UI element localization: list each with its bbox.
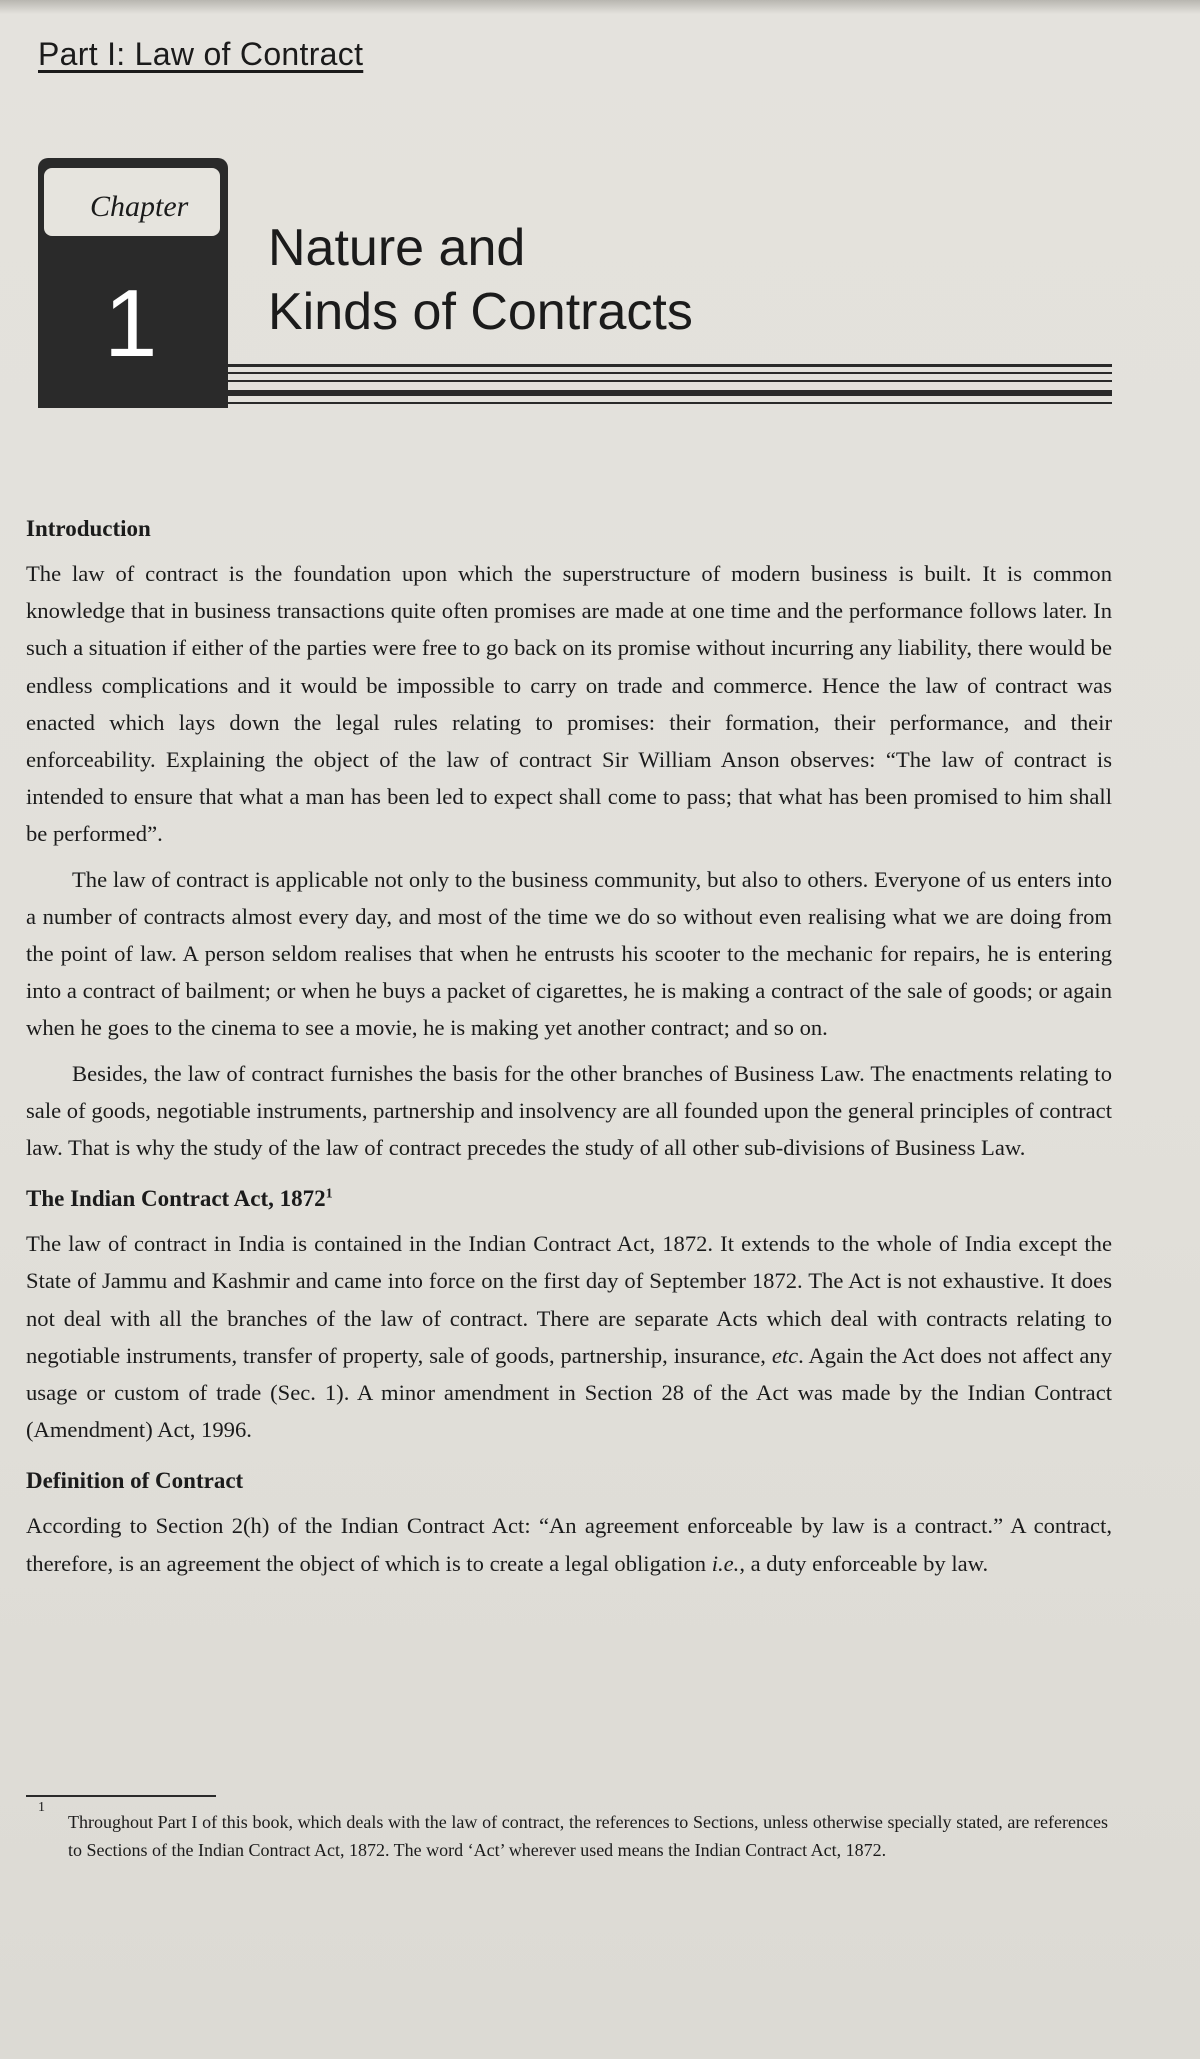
chapter-label: Chapter: [90, 190, 189, 223]
footnote-text: Throughout Part I of this book, which deals with the law of contract, the references to Sections, unless otherwise specially stated, are references to Sections of the Indian Contract Act, 1872. The word ‘Act’ wherever used means the Indian Contract Act, 1872.: [68, 1812, 1108, 1860]
chapter-rules: [228, 364, 1112, 408]
act-paragraph: [26, 1225, 1112, 1448]
definition-text-1: According to Section 2(h) of the Indian Contract Act: “An agreement enforceable by law is a contract.” A contract, therefore, is an agreement the object of which is to create a legal obligation: [26, 1513, 1112, 1576]
definition-paragraph: [26, 1507, 1112, 1581]
chapter-badge: [38, 158, 228, 408]
chapter-number: 1: [104, 270, 158, 377]
definition-text-2: , a duty enforceable by law.: [739, 1550, 989, 1576]
act-text-etc: etc: [771, 1342, 799, 1368]
heading-definition: Definition of Contract: [26, 1468, 244, 1494]
chapter-title: [268, 216, 868, 344]
chapter-title-line1: Nature and: [268, 219, 526, 277]
heading-introduction: Introduction: [26, 516, 151, 541]
footnote: $^1$Throughout Part I of this book, which deals with the law of contract, the references to Sections, unless otherwise specially stated, are references to Sections of the Indian Contract Act, 1872. The word ‘Act’ wherever used means the Indian Contract Act, 1872.: [26, 1808, 1112, 1864]
rule-line: [228, 380, 1112, 382]
intro-paragraph-3: Besides, the law of contract furnishes the basis for the other branches of Business Law. The enactments relating to sale of goods, negotiable instruments, partnership and insolvency are all founded upon the general principles of contract law. That is why the study of the law of contract precedes the study of all other sub-divisions of Business Law.: [26, 1060, 1112, 1161]
rule-line: [228, 364, 1112, 367]
intro-paragraph-1: The law of contract is the foundation upon which the superstructure of modern business is built. It is common knowledge that in business transactions quite often promises are made at one time and the performance follows later. In such a situation if either of the parties were free to go back on its promise without incurring any liability, there would be endless complications and it would be impossible to carry on trade and commerce. Hence the law of contract was enacted which lays down the legal rules relating to promises: their formation, their performance, and their enforceability. Explaining the object of the law of contract Sir William Anson observes: “The law of contract is intended to ensure that what a man has been led to expect shall come to pass; that what has been promised to him shall be performed”.: [26, 561, 1112, 847]
definition-text-ie: i.e.: [711, 1550, 740, 1576]
footnote-ref: 1: [325, 1186, 333, 1202]
heading-indian-contract-act: [26, 1180, 1112, 1217]
part-title: Part I: Law of Contract: [38, 36, 364, 72]
chapter-title-line2: Kinds of Contracts: [268, 283, 693, 341]
body-text: [26, 510, 1112, 1582]
footnote-divider: [26, 1795, 216, 1797]
rule-line: [228, 372, 1112, 374]
rule-line: [228, 402, 1112, 404]
heading-act-text: The Indian Contract Act, 1872: [26, 1186, 326, 1212]
page-shadow: [0, 0, 1200, 14]
act-text-2: . Again the Act does not affect any usage or custom of trade (Sec. 1). A minor amendment in Section 28 of the Act was made by the Indian Contract (Amendment) Act, 1996.: [26, 1342, 1112, 1443]
rule-line: [228, 390, 1112, 396]
intro-paragraph-2: The law of contract is applicable not only to the business community, but also to others. Everyone of us enters into a number of contracts almost every day, and most of the time we do so without even realising what we are doing from the point of law. A person seldom realises that when he entrusts his scooter to the mechanic for repairs, he is entering into a contract of bailment; or when he buys a packet of cigarettes, he is making a contract of the sale of goods; or again when he goes to the cinema to see a movie, he is making yet another contract; and so on.: [26, 866, 1112, 1041]
act-text-1: The law of contract in India is contained in the Indian Contract Act, 1872. It extends to the whole of India except the State of Jammu and Kashmir and came into force on the first day of September 1872. The Act is not exhaustive. It does not deal with all the branches of the law of contract. There are separate Acts which deal with contracts relating to negotiable instruments, transfer of property, sale of goods, partnership, insurance,: [26, 1231, 1112, 1368]
chapter-label-box: [44, 168, 220, 236]
